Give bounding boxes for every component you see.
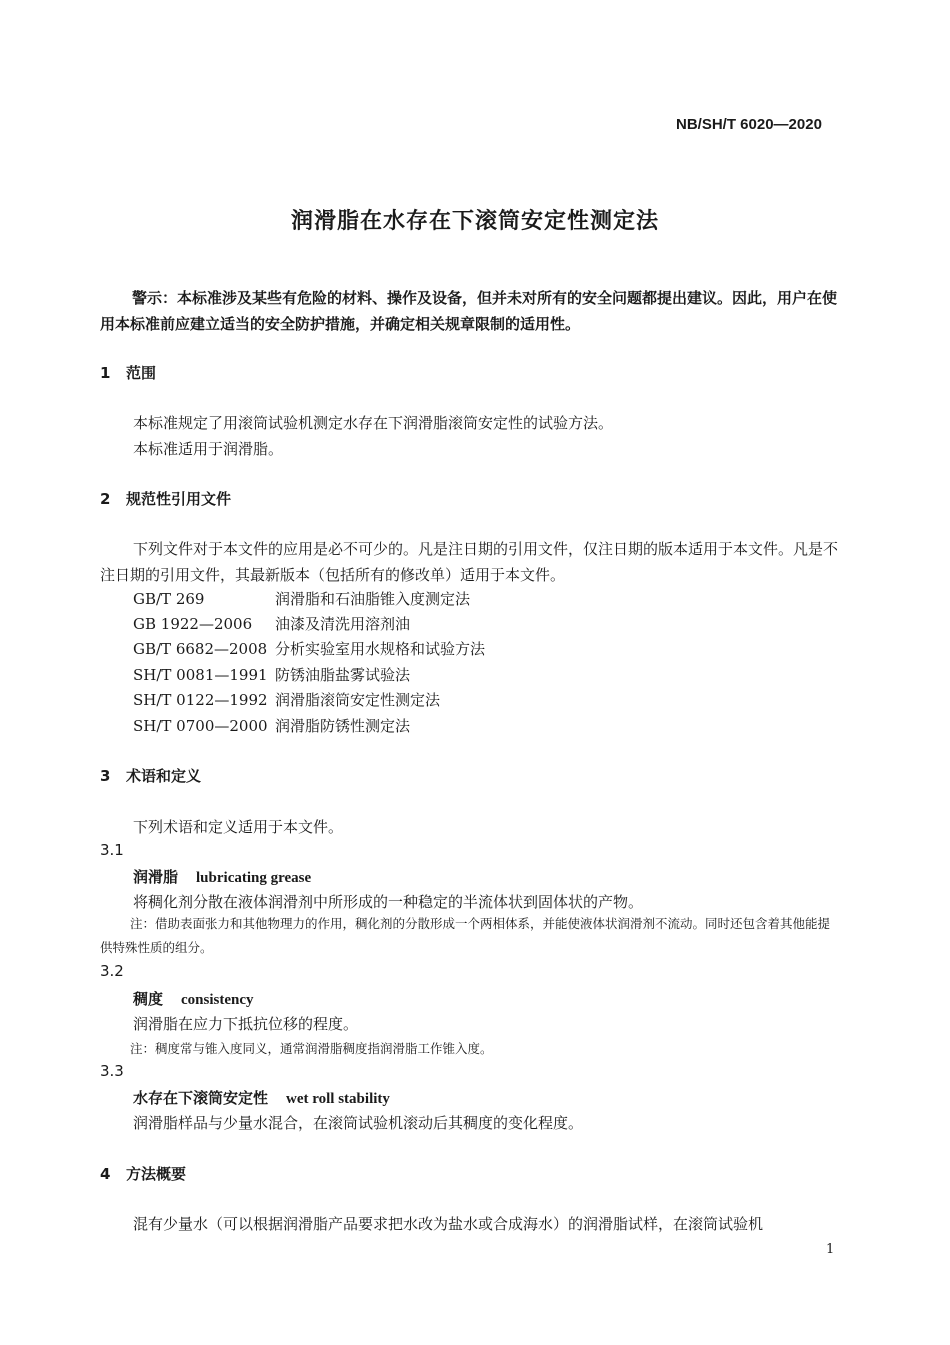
section-title: 方法概要 [126, 1165, 187, 1183]
reference-name: 润滑脂滚筒安定性测定法 [275, 691, 441, 709]
section-title: 规范性引用文件 [126, 490, 232, 508]
method-summary-paragraph: 混有少量水（可以根据润滑脂产品要求把水改为盐水或合成海水）的润滑脂试样，在滚筒试验机 [133, 1215, 764, 1233]
term-en: consistency [181, 992, 254, 1008]
term-definition: 将稠化剂分散在液体润滑剂中所形成的一种稳定的半流体状到固体状的产物。 [133, 893, 644, 911]
reference-item [133, 715, 410, 736]
scope-paragraph: 本标准适用于润滑脂。 [133, 440, 284, 458]
term-heading [133, 866, 311, 887]
term-heading [133, 1087, 390, 1108]
section-1-heading [100, 362, 156, 383]
section-number: 4 [100, 1165, 111, 1183]
reference-code: SH/T 0122—1992 [133, 691, 268, 709]
scope-paragraph: 本标准规定了用滚筒试验机测定水存在下润滑脂滚筒安定性的试验方法。 [133, 414, 614, 432]
section-3-heading [100, 765, 201, 786]
reference-code: GB/T 269 [133, 590, 205, 608]
references-intro: 下列文件对于本文件的应用是必不可少的。凡是注日期的引用文件，仅注日期的版本适用于本文件。凡是不注日期的引用文件，其最新版本（包括所有的修改单）适用于本文件。 [100, 540, 839, 584]
page-number: 1 [826, 1242, 835, 1257]
section-number: 3 [100, 767, 111, 785]
term-definition: 润滑脂在应力下抵抗位移的程度。 [133, 1015, 359, 1033]
section-number: 2 [100, 490, 111, 508]
term-number: 3.3 [100, 1062, 124, 1080]
term-number: 3.1 [100, 841, 124, 859]
reference-name: 润滑脂和石油脂锥入度测定法 [275, 590, 471, 608]
term-note: 注：稠度常与锥入度同义，通常润滑脂稠度指润滑脂工作锥入度。 [130, 1041, 493, 1056]
term-note: 注：借助表面张力和其他物理力的作用，稠化剂的分散形成一个两相体系，并能使液体状润滑剂不流动。同时还包含着其他能提供特殊性质的组分。 [100, 916, 831, 955]
term-zh: 润滑脂 [133, 868, 179, 886]
term-number: 3.2 [100, 962, 124, 980]
section-title: 术语和定义 [126, 767, 202, 785]
term-en: wet roll stability [286, 1091, 390, 1107]
document-title: 润滑脂在水存在下滚筒安定性测定法 [290, 209, 659, 234]
term-definition: 润滑脂样品与少量水混合，在滚筒试验机滚动后其稠度的变化程度。 [133, 1114, 584, 1132]
section-2-heading [100, 488, 231, 509]
reference-code: GB/T 6682—2008 [133, 640, 268, 658]
reference-item [133, 689, 440, 710]
reference-name: 防锈油脂盐雾试验法 [275, 666, 411, 684]
reference-code: GB 1922—2006 [133, 615, 253, 633]
reference-name: 油漆及清洗用溶剂油 [275, 615, 411, 633]
standard-number: NB/SH/T 6020—2020 [676, 116, 822, 133]
safety-warning: 警示：本标准涉及某些有危险的材料、操作及设备，但并未对所有的安全问题都提出建议。因此，用户在使用本标准前应建立适当的安全防护措施，并确定相关规章限制的适用性。 [100, 289, 838, 333]
reference-item [133, 588, 470, 609]
section-4-heading [100, 1163, 186, 1184]
term-heading [133, 988, 254, 1009]
section-number: 1 [100, 364, 111, 382]
reference-item [133, 638, 485, 659]
reference-name: 分析实验室用水规格和试验方法 [275, 640, 486, 658]
terms-intro: 下列术语和定义适用于本文件。 [133, 818, 344, 836]
reference-item [133, 613, 410, 634]
section-title: 范围 [126, 364, 157, 382]
reference-code: SH/T 0700—2000 [133, 717, 268, 735]
reference-code: SH/T 0081—1991 [133, 666, 268, 684]
term-en: lubricating grease [196, 870, 312, 886]
term-zh: 水存在下滚筒安定性 [133, 1089, 269, 1107]
reference-item [133, 664, 410, 685]
term-zh: 稠度 [133, 990, 164, 1008]
reference-name: 润滑脂防锈性测定法 [275, 717, 411, 735]
